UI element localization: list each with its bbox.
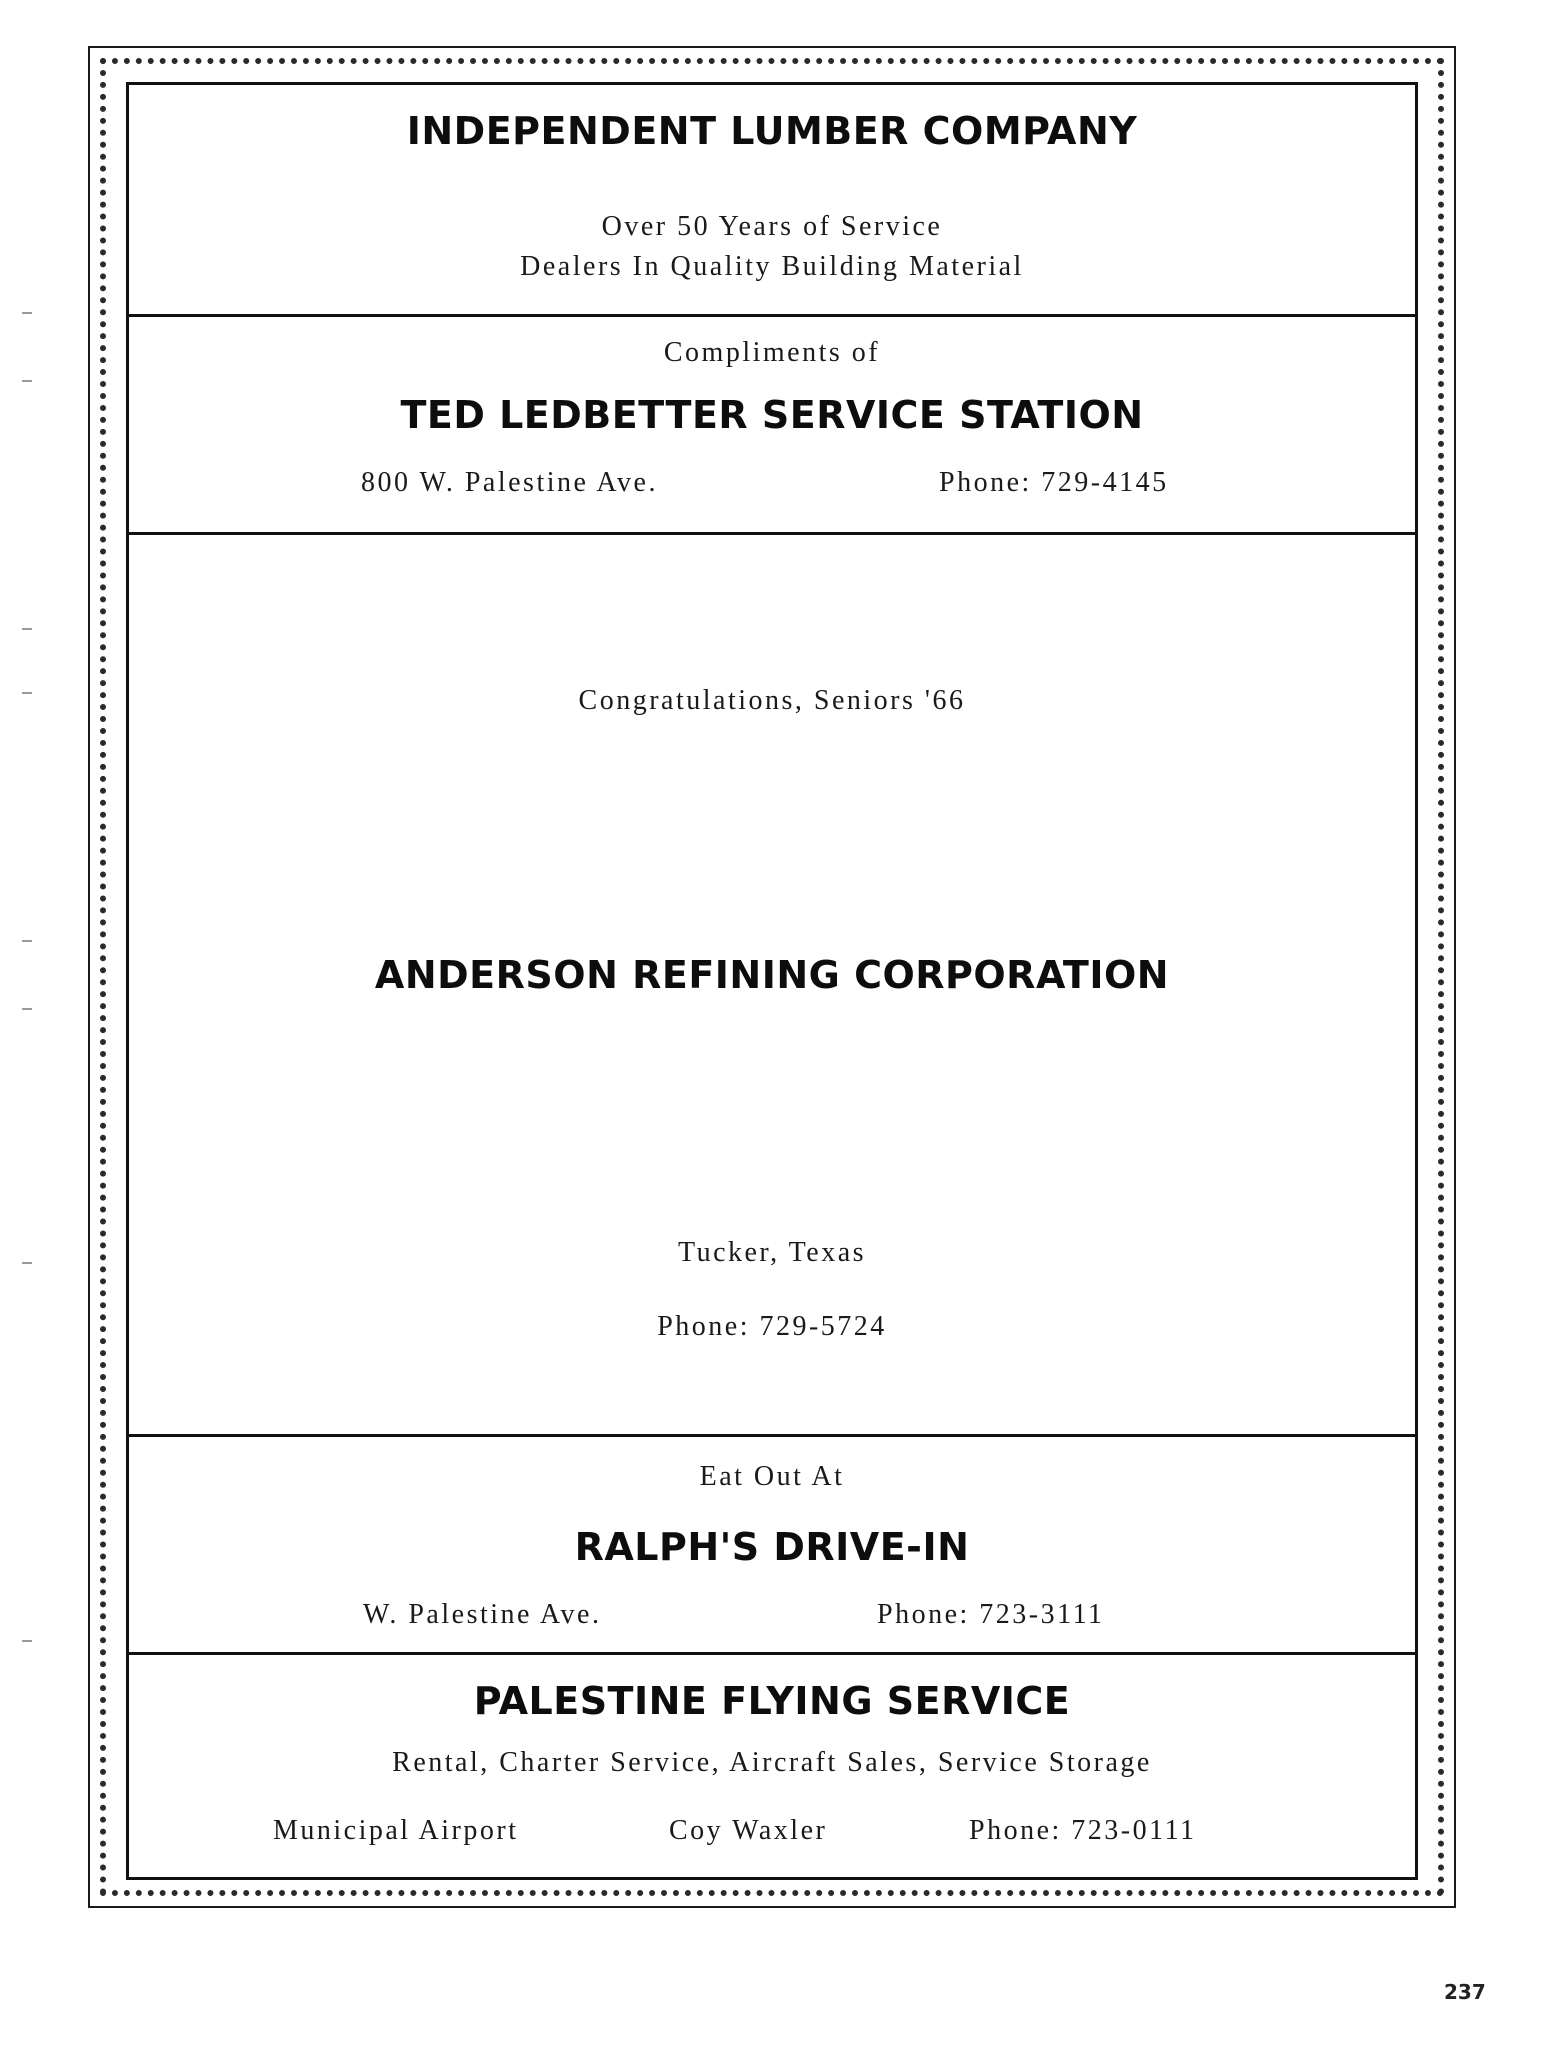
tagline: Over 50 Years of Service	[601, 211, 943, 242]
phone-number: Phone: 729-5724	[657, 1311, 887, 1342]
company-name: INDEPENDENT LUMBER COMPANY	[406, 109, 1138, 153]
scan-mark	[22, 380, 32, 382]
address: W. Palestine Ave.	[363, 1599, 602, 1630]
advertisement-panel	[126, 82, 1418, 1880]
phone-number: Phone: 729-4145	[939, 467, 1169, 498]
greeting-text: Congratulations, Seniors '66	[578, 685, 966, 716]
tagline: Dealers In Quality Building Material	[520, 251, 1024, 282]
scan-mark	[22, 1008, 32, 1010]
company-name: PALESTINE FLYING SERVICE	[473, 1679, 1071, 1723]
location-text: Municipal Airport	[273, 1815, 519, 1846]
company-name: ANDERSON REFINING CORPORATION	[374, 953, 1170, 997]
scan-mark	[22, 692, 32, 694]
scan-mark	[22, 1640, 32, 1642]
scan-mark	[22, 628, 32, 630]
scan-mark	[22, 1262, 32, 1264]
intro-text: Compliments of	[663, 337, 881, 368]
intro-text: Eat Out At	[699, 1461, 845, 1492]
address: 800 W. Palestine Ave.	[361, 467, 658, 498]
scan-mark	[22, 940, 32, 942]
phone-number: Phone: 723-3111	[877, 1599, 1105, 1630]
page-number: 237	[1444, 1980, 1486, 2004]
services-list: Rental, Charter Service, Aircraft Sales, Service Storage	[392, 1747, 1152, 1778]
ad-ted-ledbetter	[129, 317, 1415, 535]
ad-anderson-refining	[129, 535, 1415, 1437]
ad-ralphs-drive-in	[129, 1437, 1415, 1655]
scan-mark	[22, 312, 32, 314]
location-text: Tucker, Texas	[677, 1237, 867, 1268]
company-name: TED LEDBETTER SERVICE STATION	[400, 393, 1144, 437]
ad-independent-lumber	[129, 85, 1415, 317]
contact-name: Coy Waxler	[669, 1815, 828, 1846]
company-name: RALPH'S DRIVE-IN	[574, 1525, 970, 1569]
phone-number: Phone: 723-0111	[969, 1815, 1197, 1846]
ad-palestine-flying-service	[129, 1655, 1415, 1877]
